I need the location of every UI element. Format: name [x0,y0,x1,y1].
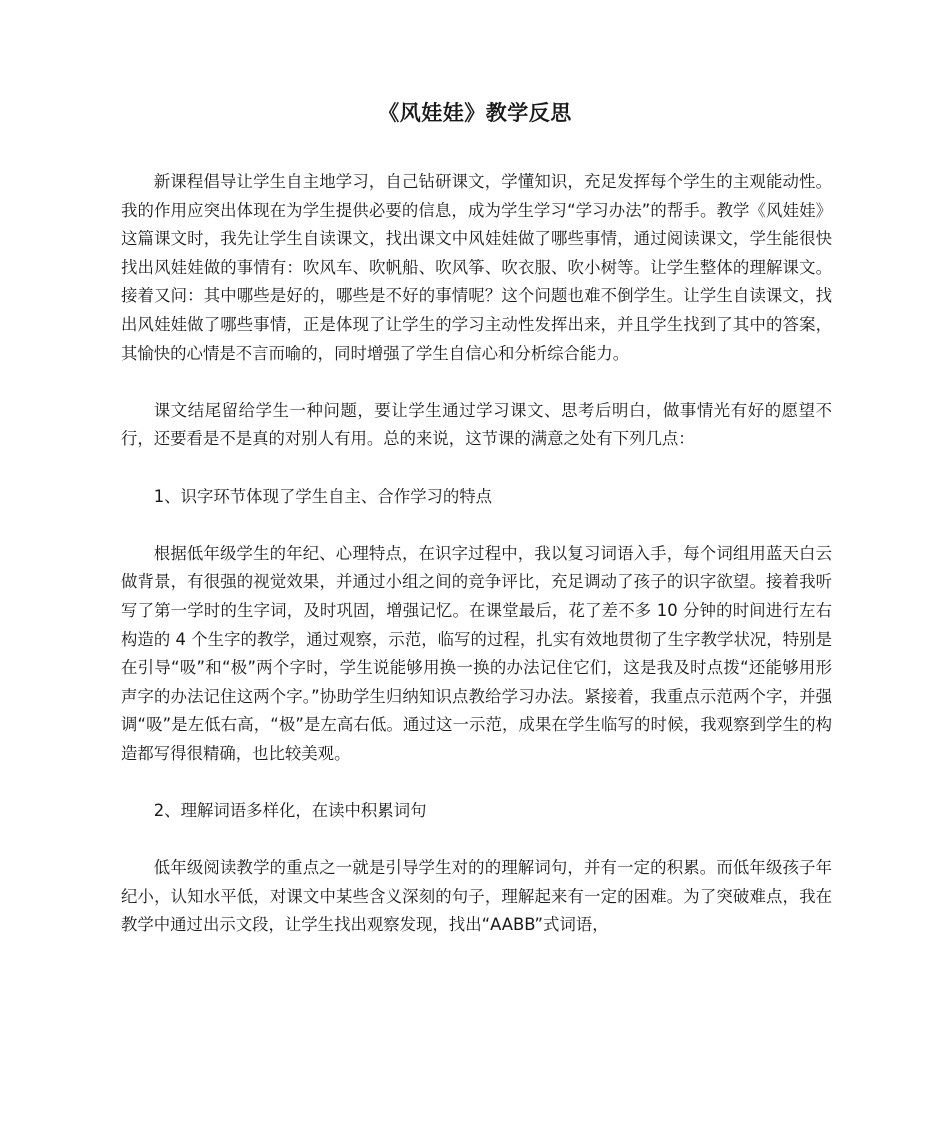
paragraph-gap [121,511,832,540]
paragraph: 低年级阅读教学的重点之一就是引导学生对的的理解词句，并有一定的积累。而低年级孩子年纪小，认知水平低，对课文中某些含义深刻的句子，理解起来有一定的困难。为了突破难点，我在教学中通过出示文段，让学生找出观察发现，找出“AABB”式词语， [121,858,832,935]
paragraph-gap [121,368,832,397]
paragraph-gap [121,768,832,797]
paragraph-gap [121,826,832,855]
paragraph: 新课程倡导让学生自主地学习，自己钻研课文，学懂知识，充足发挥每个学生的主观能动性。我的作用应突出体现在为学生提供必要的信息，成为学生学习“学习办法”的帮手。教学《风娃娃》这篇课文时，我先让学生自读课文，找出课文中风娃娃做了哪些事情，通过阅读课文，学生能很快找出风娃娃做的事情有：吹风车、吹帆船、吹风筝、吹衣服、吹小树等。让学生整体的理解课文。接着又问：其中哪些是好的，哪些是不好的事情呢？这个问题也难不倒学生。让学生自读课文，找出风娃娃做了哪些事情，正是体现了让学生的学习主动性发挥出来，并且学生找到了其中的答案，其愉快的心情是不言而喻的，同时增强了学生自信心和分析综合能力。 [121,172,832,363]
document-body [121,168,832,940]
paragraph-gap [121,454,832,483]
section-heading: 2、理解词语多样化，在读中积累词句 [153,801,427,821]
document-title: 《风娃娃》教学反思 [378,101,572,125]
paragraph: 课文结尾留给学生一种问题，要让学生通过学习课文、思考后明白，做事情光有好的愿望不行，还要看是不是真的对别人有用。总的来说，这节课的满意之处有下列几点： [121,400,832,449]
paragraph: 根据低年级学生的年纪、心理特点，在识字过程中，我以复习词语入手，每个词组用蓝天白云做背景，有很强的视觉效果，并通过小组之间的竞争评比，充足调动了孩子的识字欲望。接着我听写了第一学时的生字词，及时巩固，增强记忆。在课堂最后，花了差不多 10 分钟的时间进行左右构造的 4 个生字的教学，通过观察，示范，临写的过程，扎实有效地贯彻了生字教学状况，特别是在引导“吸”和“极”两个字时，学生说能够用换一换的办法记住它们，这是我及时点拨“还能够用形声字的办法记住这两个字。”协助学生归纳知识点教给学习办法。紧接着，我重点示范两个字，并强调“吸”是左低右高，“极”是左高右低。通过这一示范，成果在学生临写的时候，我观察到学生的构造都写得很精确，也比较美观。 [121,543,832,763]
section-heading: 1、识字环节体现了学生自主、合作学习的特点 [153,486,493,506]
